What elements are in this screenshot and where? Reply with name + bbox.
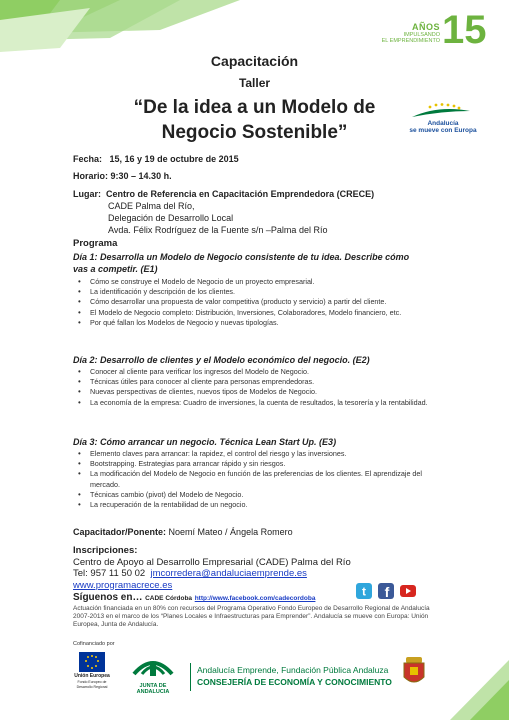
anos-sub2: EL EMPRENDIMIENTO xyxy=(381,38,440,44)
svg-text:t: t xyxy=(362,584,366,599)
anos-sub1: IMPULSANDO xyxy=(403,32,440,38)
list-item: • La identificación y descripción de los clientes. xyxy=(76,287,446,297)
telefono: Tel: 957 11 50 02 xyxy=(73,568,146,579)
cade-cordoba-label: CADE Córdoba xyxy=(145,595,193,602)
day1-title-line1: Día 1: Desarrolla un Modelo de Negocio consistente de tu idea. Describe cómo xyxy=(73,252,410,262)
inscripciones-contact xyxy=(73,568,351,580)
list-item: • La recuperación de la rentabilidad de un negocio. xyxy=(76,500,446,510)
anos-logo xyxy=(380,8,487,52)
email-link[interactable]: jmcorredera@andaluciaemprende.es xyxy=(150,568,307,579)
list-item: • Conocer al cliente para verificar los ingresos del Modelo de Negocio. xyxy=(76,367,446,377)
list-item: • Elemento claves para arrancar: la rapidez, el control del riesgo y las inversiones. xyxy=(76,449,446,459)
coat-of-arms-icon xyxy=(400,655,428,689)
day1-title-line2: vas a competir. (E1) xyxy=(73,264,158,274)
page-title: Capacitación xyxy=(210,53,299,69)
junta-andalucia-logo-icon xyxy=(128,648,178,682)
anos-number: 15 xyxy=(442,8,487,52)
day1-title xyxy=(73,251,409,275)
eu-flag-icon xyxy=(79,652,105,672)
list-item: • Nuevas perspectivas de clientes, nuevos tipos de Modelos de Negocio. xyxy=(76,387,446,397)
workshop-title-line2: Negocio Sostenible” xyxy=(161,122,348,143)
page-subtitle: Taller xyxy=(238,76,271,90)
day3-title: Día 3: Cómo arrancar un negocio. Técnica Lean Start Up. (E3) xyxy=(73,437,337,447)
day2-title: Día 2: Desarrollo de clientes y el Modelo económico del negocio. (E2) xyxy=(73,355,370,365)
horario-value: 9:30 – 14.30 h. xyxy=(110,171,172,181)
divider xyxy=(190,663,191,691)
andalucia-europa-logo xyxy=(408,101,477,135)
horario-row xyxy=(73,170,172,182)
lugar-label: Lugar: xyxy=(73,189,101,199)
eu-label xyxy=(74,674,110,691)
lugar-line: Delegación de Desarrollo Local xyxy=(108,213,234,223)
facebook-icon[interactable] xyxy=(377,582,395,600)
list-item: • Técnicas útiles para conocer al cliente para personas emprendedoras. xyxy=(76,377,446,387)
fecha-row xyxy=(73,153,239,165)
ae-line1: Andalucía Emprende, Fundación Pública Andaluza xyxy=(197,665,389,675)
anos-word: AÑOS xyxy=(411,22,440,32)
list-item: • El Modelo de Negocio completo: Distribución, Inversiones, Colaboradores, Modelo financiero, etc. xyxy=(76,308,446,318)
list-item: • Bootstrapping. Estrategias para arrancar rápido y sin riesgos. xyxy=(76,459,446,469)
lugar-line: Avda. Félix Rodríguez de la Fuente s/n –Palma del Río xyxy=(108,225,328,235)
list-item: • Por qué fallan los Modelos de Negocio y nuevas tipologías. xyxy=(76,318,446,328)
inscripciones-line: Centro de Apoyo al Desarrollo Empresarial (CADE) Palma del Río xyxy=(73,556,351,568)
lugar-value: Centro de Referencia en Capacitación Emprendedora (CRECE) xyxy=(106,189,375,199)
andalucia-logo-line2: se mueve con Europa xyxy=(409,127,477,134)
funding-text: Actuación financiada en un 80% con recursos del Programa Operativo Fondo Europeo de Desarrollo Regional de Andalucía 2007-2013 en el marco de los “Planes Locales e Infraestructuras para Emprender”. Andalucía se mueve con Europa: Unión Europea, Junta de Andalucía. xyxy=(73,605,430,628)
workshop-title-line1: “De la idea a un Modelo de xyxy=(133,97,376,118)
junta-label: JUNTA DE ANDALUCIA xyxy=(136,683,170,695)
list-item: • Cómo desarrollar una propuesta de valor competitiva (producto y servicio) a partir del cliente. xyxy=(76,297,446,307)
capacitador-row xyxy=(73,526,293,538)
list-item: • La modificación del Modelo de Negocio en función de las preferencias de los clientes. El aprendizaje del mercado. xyxy=(76,469,446,489)
horario-label: Horario: xyxy=(73,171,109,181)
ae-line2: CONSEJERÍA DE ECONOMÍA Y CONOCIMIENTO xyxy=(197,677,392,687)
eu-label-title: Unión Europea xyxy=(74,673,110,679)
youtube-icon[interactable] xyxy=(399,582,417,600)
website-link[interactable]: www.programacrece.es xyxy=(73,579,173,591)
eu-label-sub: Fondo Europeo de Desarrollo Regional xyxy=(76,679,108,689)
inscripciones-block xyxy=(73,545,351,605)
capacitador-label: Capacitador/Ponente: xyxy=(73,527,167,537)
day1-list xyxy=(76,277,446,328)
cofinanciado-label: Cofinanciado por xyxy=(73,641,115,647)
list-item: • Cómo se construye el Modelo de Negocio de un proyecto empresarial. xyxy=(76,277,446,287)
twitter-icon[interactable] xyxy=(355,582,373,600)
andalucia-logo-line1: Andalucía xyxy=(427,120,459,127)
day3-list xyxy=(76,449,446,510)
programa-heading: Programa xyxy=(73,238,118,249)
lugar-line: CADE Palma del Río, xyxy=(108,201,195,211)
andalucia-emprende-block xyxy=(197,664,392,688)
facebook-link[interactable]: http://www.facebook.com/cadecordoba xyxy=(194,595,316,602)
day2-list xyxy=(76,367,446,408)
andalucia-swoosh-icon xyxy=(408,101,474,121)
footer-decoration xyxy=(440,650,509,720)
capacitador-value: Noemí Mateo / Ángela Romero xyxy=(168,527,293,537)
lugar-address xyxy=(108,200,327,236)
siguenos-label: Síguenos en… xyxy=(73,592,143,603)
svg-text:f: f xyxy=(384,584,390,600)
list-item: • La economía de la empresa: Cuadro de inversiones, la cuenta de resultados, la tesorería y la rentabilidad. xyxy=(76,398,446,408)
list-item: • Técnicas cambio (pivot) del Modelo de Negocio. xyxy=(76,490,446,500)
inscripciones-heading: Inscripciones: xyxy=(73,545,138,556)
lugar-row xyxy=(73,188,374,200)
fecha-label: Fecha: xyxy=(73,154,103,164)
fecha-value: 15, 16 y 19 de octubre de 2015 xyxy=(109,154,239,164)
